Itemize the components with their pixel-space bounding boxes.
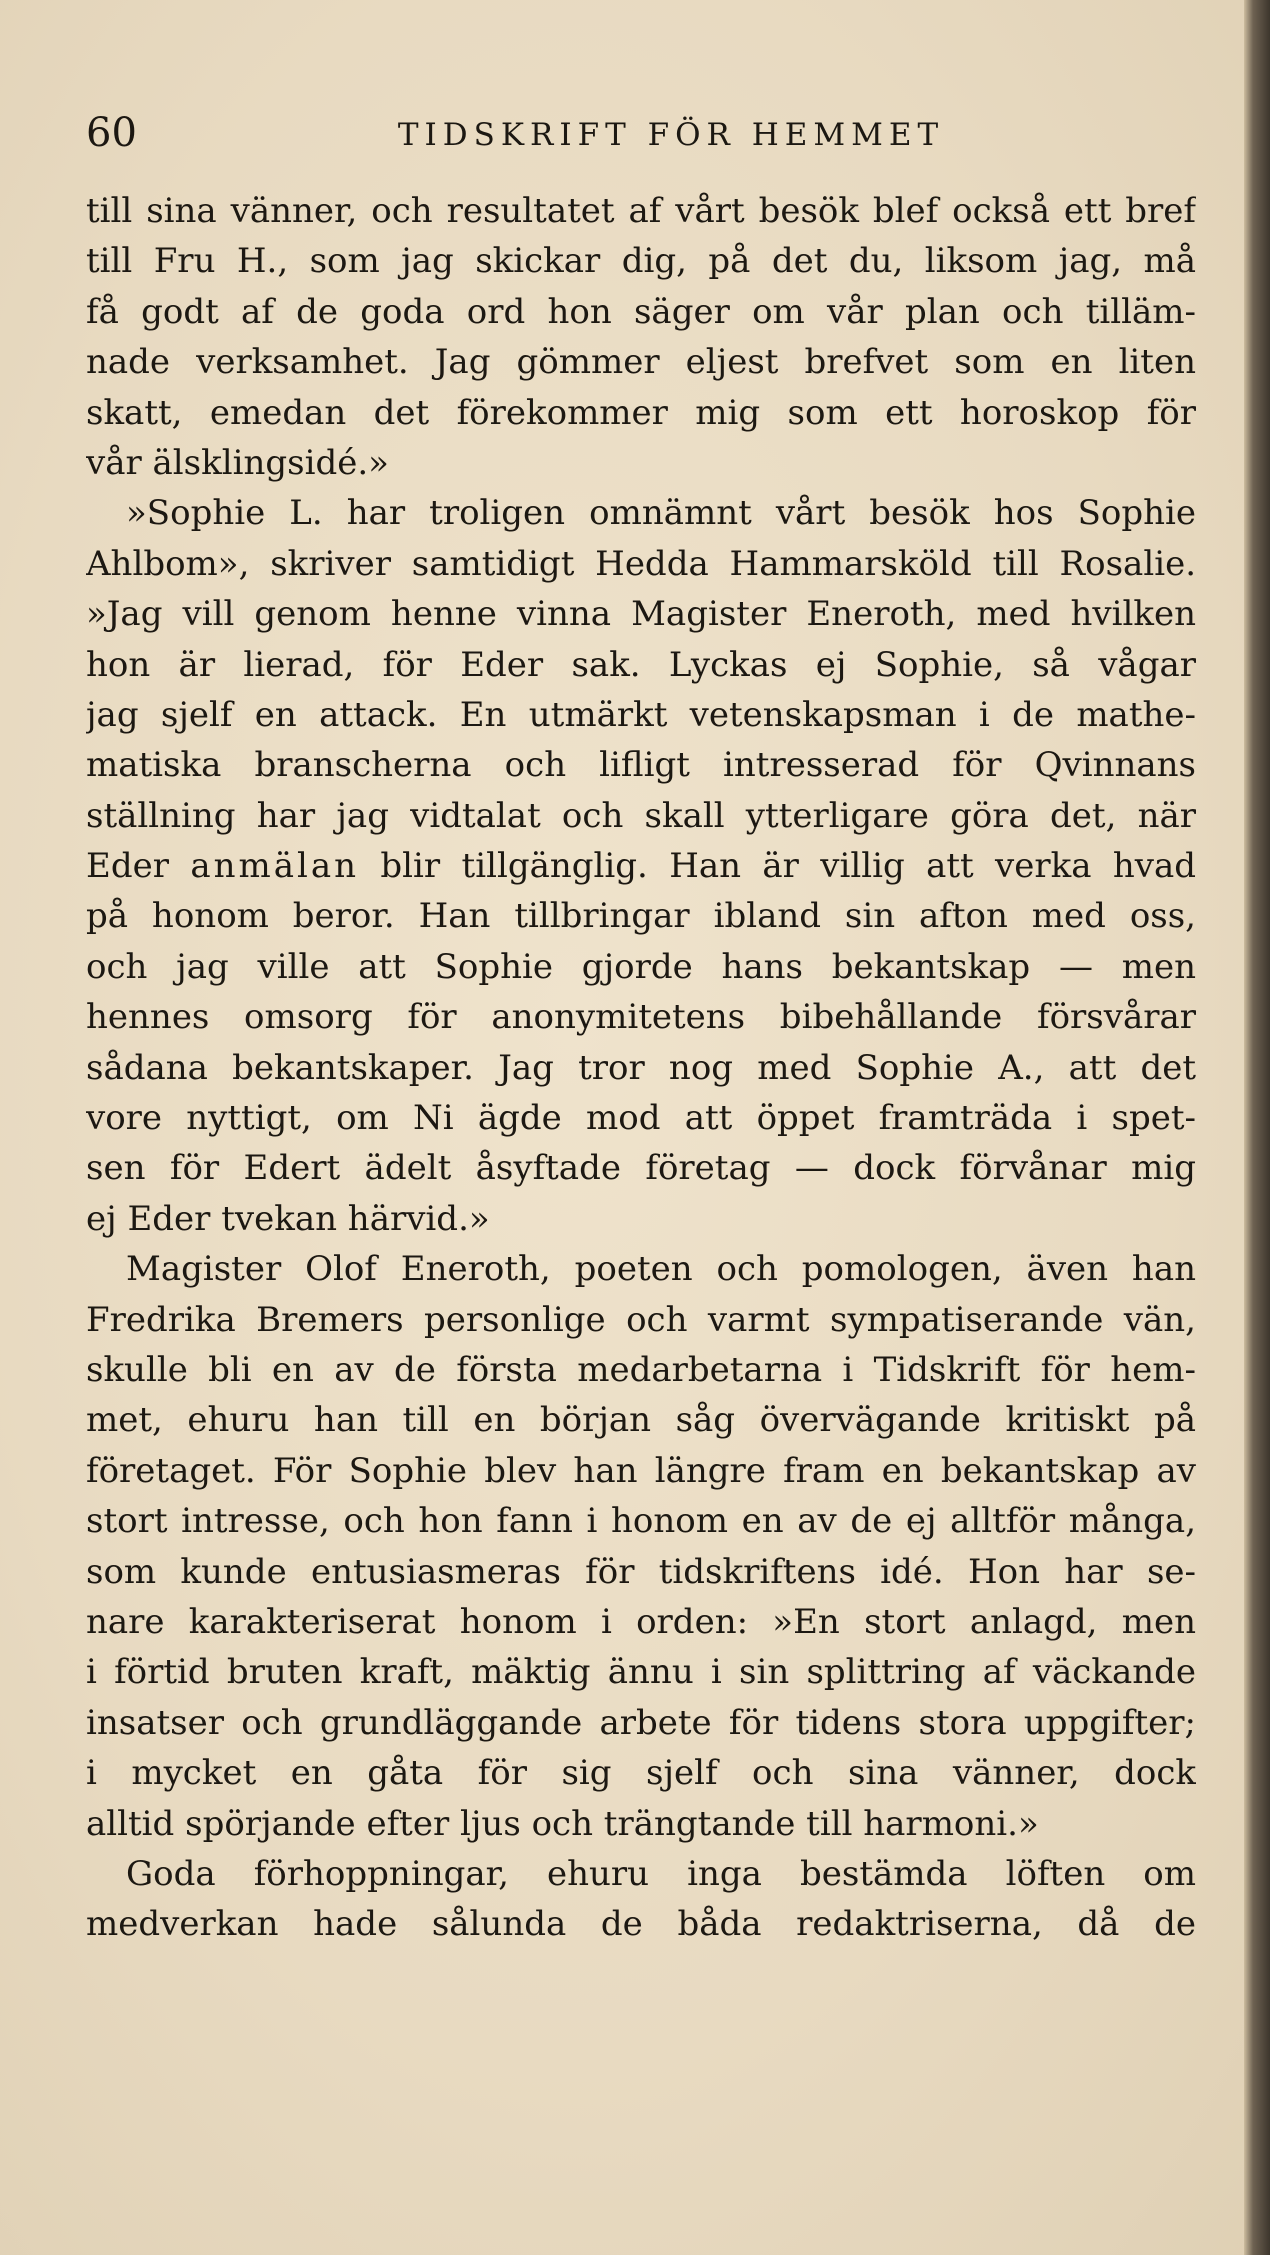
text-line: jag sjelf en attack. En utmärkt vetenskapsman i de mathe- bbox=[86, 694, 1196, 735]
text-line: Magister Olof Eneroth, poeten och pomologen, även han bbox=[126, 1249, 1196, 1290]
text-line: i mycket en gåta för sig sjelf och sina vänner, dock bbox=[86, 1753, 1196, 1794]
text-line: till Fru H., som jag skickar dig, på det du, liksom jag, må bbox=[86, 241, 1196, 282]
page-edge-shadow bbox=[1244, 0, 1270, 2255]
text-line: vore nyttigt, om Ni ägde mod att öppet framträda i spet- bbox=[86, 1098, 1196, 1139]
text-line: stort intresse, och hon fann i honom en av de ej alltför många, bbox=[86, 1501, 1196, 1542]
text-line: på honom beror. Han tillbringar ibland sin afton med oss, bbox=[86, 896, 1196, 937]
text-line: »Jag vill genom henne vinna Magister Eneroth, med hvilken bbox=[86, 594, 1196, 635]
text-line: och jag ville att Sophie gjorde hans bekantskap — men bbox=[86, 946, 1196, 987]
body-text bbox=[86, 186, 1196, 1950]
page-number: 60 bbox=[86, 110, 137, 156]
text-line: »Sophie L. har troligen omnämnt vårt besök hos Sophie bbox=[126, 493, 1196, 534]
text-line: Fredrika Bremers personlige och varmt sympatiserande vän, bbox=[86, 1299, 1196, 1340]
text-fragment: Eder bbox=[86, 846, 191, 887]
text-line: hennes omsorg för anonymitetens bibehållande försvårar bbox=[86, 997, 1196, 1038]
text-line: nare karakteriserat honom i orden: »En stort anlagd, men bbox=[86, 1601, 1196, 1642]
text-line: skatt, emedan det förekommer mig som ett horoskop för bbox=[86, 392, 1196, 433]
text-line: nade verksamhet. Jag gömmer eljest brefvet som en liten bbox=[86, 342, 1196, 383]
text-line: matiska branscherna och lifligt intresserad för Qvinnans bbox=[86, 745, 1196, 786]
text-line: Ahlbom», skriver samtidigt Hedda Hammarsköld till Rosalie. bbox=[86, 543, 1196, 584]
page-header bbox=[86, 108, 1196, 158]
emphasized-word: anmälan bbox=[190, 846, 360, 887]
running-title: TIDSKRIFT FÖR HEMMET bbox=[397, 117, 945, 153]
text-line: hon är lierad, för Eder sak. Lyckas ej Sophie, så vågar bbox=[86, 644, 1196, 685]
text-line: sen för Edert ädelt åsyftade företag — dock förvånar mig bbox=[86, 1148, 1196, 1189]
text-line: till sina vänner, och resultatet af vårt besök blef också ett bref bbox=[86, 191, 1196, 231]
text-line: vår älsklingsidé.» bbox=[86, 442, 389, 483]
text-fragment: blir tillgänglig. Han är villig att verka hvad bbox=[359, 846, 1196, 887]
text-line: få godt af de goda ord hon säger om vår plan och tilläm- bbox=[86, 291, 1196, 332]
text-line: met, ehuru han till en början såg övervägande kritiskt på bbox=[86, 1400, 1196, 1441]
text-line: som kunde entusiasmeras för tidskriftens idé. Hon har se- bbox=[86, 1551, 1196, 1592]
text-line: ställning har jag vidtalat och skall ytterligare göra det, när bbox=[86, 795, 1196, 836]
text-line: skulle bli en av de första medarbetarna i Tidskrift för hem- bbox=[86, 1349, 1196, 1390]
text-line bbox=[86, 841, 1196, 891]
text-line: företaget. För Sophie blev han längre fram en bekantskap av bbox=[86, 1450, 1196, 1491]
text-line: insatser och grundläggande arbete för tidens stora uppgifter; bbox=[86, 1702, 1196, 1743]
text-line: medverkan hade sålunda de båda redaktriserna, då de bbox=[86, 1904, 1196, 1945]
text-line: i förtid bruten kraft, mäktig ännu i sin splittring af väckande bbox=[86, 1652, 1196, 1693]
text-line: sådana bekantskaper. Jag tror nog med Sophie A., att det bbox=[86, 1047, 1196, 1088]
text-line: alltid spörjande efter ljus och trängtande till harmoni.» bbox=[86, 1803, 1039, 1844]
text-line: Goda förhoppningar, ehuru inga bestämda löften om bbox=[126, 1853, 1196, 1894]
text-line: ej Eder tvekan härvid.» bbox=[86, 1198, 490, 1239]
